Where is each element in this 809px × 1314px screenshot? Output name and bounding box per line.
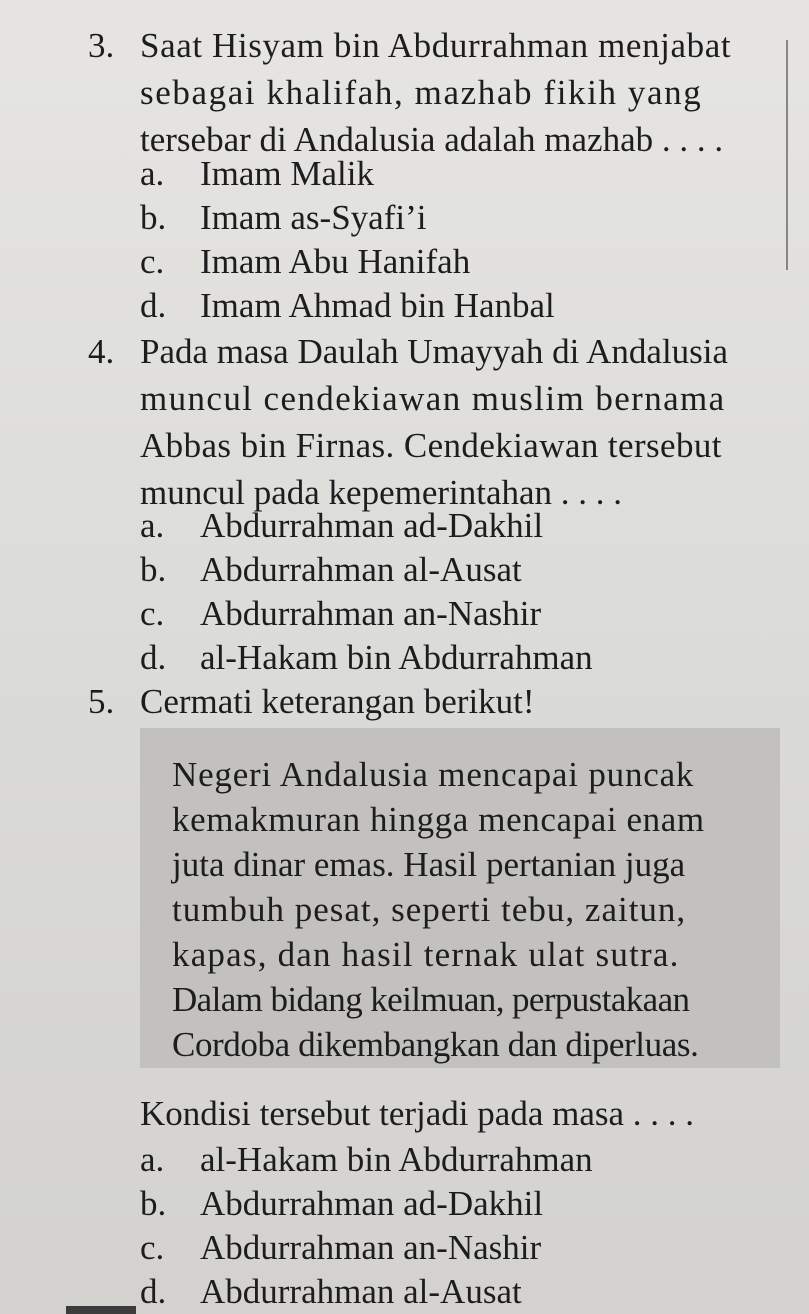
option-text: Imam Malik <box>200 154 374 193</box>
option-text: Abdurrahman ad-Dakhil <box>200 1184 544 1223</box>
option-text: Imam as-Syafi’i <box>200 198 427 237</box>
question-stem <box>140 678 780 725</box>
option-c[interactable] <box>140 592 541 636</box>
prompt-line: Kondisi tersebut terjadi pada masa . . . . <box>140 1094 695 1133</box>
option-text: Imam Abu Hanifah <box>200 242 471 281</box>
option-text: Imam Ahmad bin Hanbal <box>200 286 555 325</box>
option-label: c. <box>140 594 165 633</box>
passage-line: tumbuh pesat, seperti tebu, zaitun, <box>172 890 687 929</box>
option-text: Abdurrahman an-Nashir <box>200 1228 542 1267</box>
stem-line: Abbas bin Firnas. Cendekiawan tersebut <box>140 426 722 465</box>
option-label: a. <box>140 154 165 193</box>
question-number: 3. <box>88 26 115 65</box>
option-label: c. <box>140 242 165 281</box>
option-label: b. <box>140 1184 167 1223</box>
option-b[interactable] <box>140 1182 543 1226</box>
option-c[interactable] <box>140 240 470 284</box>
passage-text <box>172 752 752 1067</box>
passage-line: Cordoba dikembangkan dan diperluas. <box>172 1025 699 1064</box>
passage-line: Negeri Andalusia mencapai puncak <box>172 755 695 794</box>
option-b[interactable] <box>140 196 426 240</box>
option-label: a. <box>140 1140 165 1179</box>
option-text: al-Hakam bin Abdurrahman <box>200 638 593 677</box>
option-text: al-Hakam bin Abdurrahman <box>200 1140 593 1179</box>
passage-line: juta dinar emas. Hasil pertanian juga <box>172 845 686 884</box>
stem-line: muncul cendekiawan muslim bernama <box>140 379 726 418</box>
passage-line: Dalam bidang keilmuan, perpustakaan <box>172 980 690 1019</box>
option-label: d. <box>140 1272 167 1311</box>
option-a[interactable] <box>140 1138 593 1182</box>
option-text: Abdurrahman ad-Dakhil <box>200 506 544 545</box>
option-label: b. <box>140 550 167 589</box>
option-a[interactable] <box>140 504 543 548</box>
option-text: Abdurrahman an-Nashir <box>200 594 542 633</box>
option-label: b. <box>140 198 167 237</box>
stem-line: sebagai khalifah, mazhab fikih yang <box>140 73 703 112</box>
option-d[interactable] <box>140 284 555 328</box>
question-stem <box>140 328 780 516</box>
page-bottom-mark <box>66 1306 136 1314</box>
option-text: Abdurrahman al-Ausat <box>200 1272 522 1311</box>
option-b[interactable] <box>140 548 522 592</box>
option-a[interactable] <box>140 152 374 196</box>
passage-box <box>140 728 780 1068</box>
stem-line: Saat Hisyam bin Abdurrahman menjabat <box>140 26 732 65</box>
stem-line: Pada masa Daulah Umayyah di Andalusia <box>140 332 729 371</box>
question-stem <box>140 22 780 163</box>
option-label: c. <box>140 1228 165 1267</box>
question-number: 4. <box>88 332 115 371</box>
question-prompt <box>140 1090 780 1137</box>
page-edge-line <box>786 40 788 270</box>
stem-line: tersebar di Andalusia adalah mazhab . . . . <box>140 120 724 159</box>
passage-line: kemakmuran hingga mencapai enam <box>172 800 705 839</box>
option-text: Abdurrahman al-Ausat <box>200 550 522 589</box>
passage-line: kapas, dan hasil ternak ulat sutra. <box>172 935 680 974</box>
option-d[interactable] <box>140 636 593 680</box>
option-label: d. <box>140 286 167 325</box>
question-number: 5. <box>88 682 115 721</box>
option-c[interactable] <box>140 1226 541 1270</box>
option-label: a. <box>140 506 165 545</box>
option-label: d. <box>140 638 167 677</box>
stem-line: muncul pada kepemerintahan . . . . <box>140 473 623 512</box>
option-d[interactable] <box>140 1270 522 1314</box>
stem-line: Cermati keterangan berikut! <box>140 682 535 721</box>
